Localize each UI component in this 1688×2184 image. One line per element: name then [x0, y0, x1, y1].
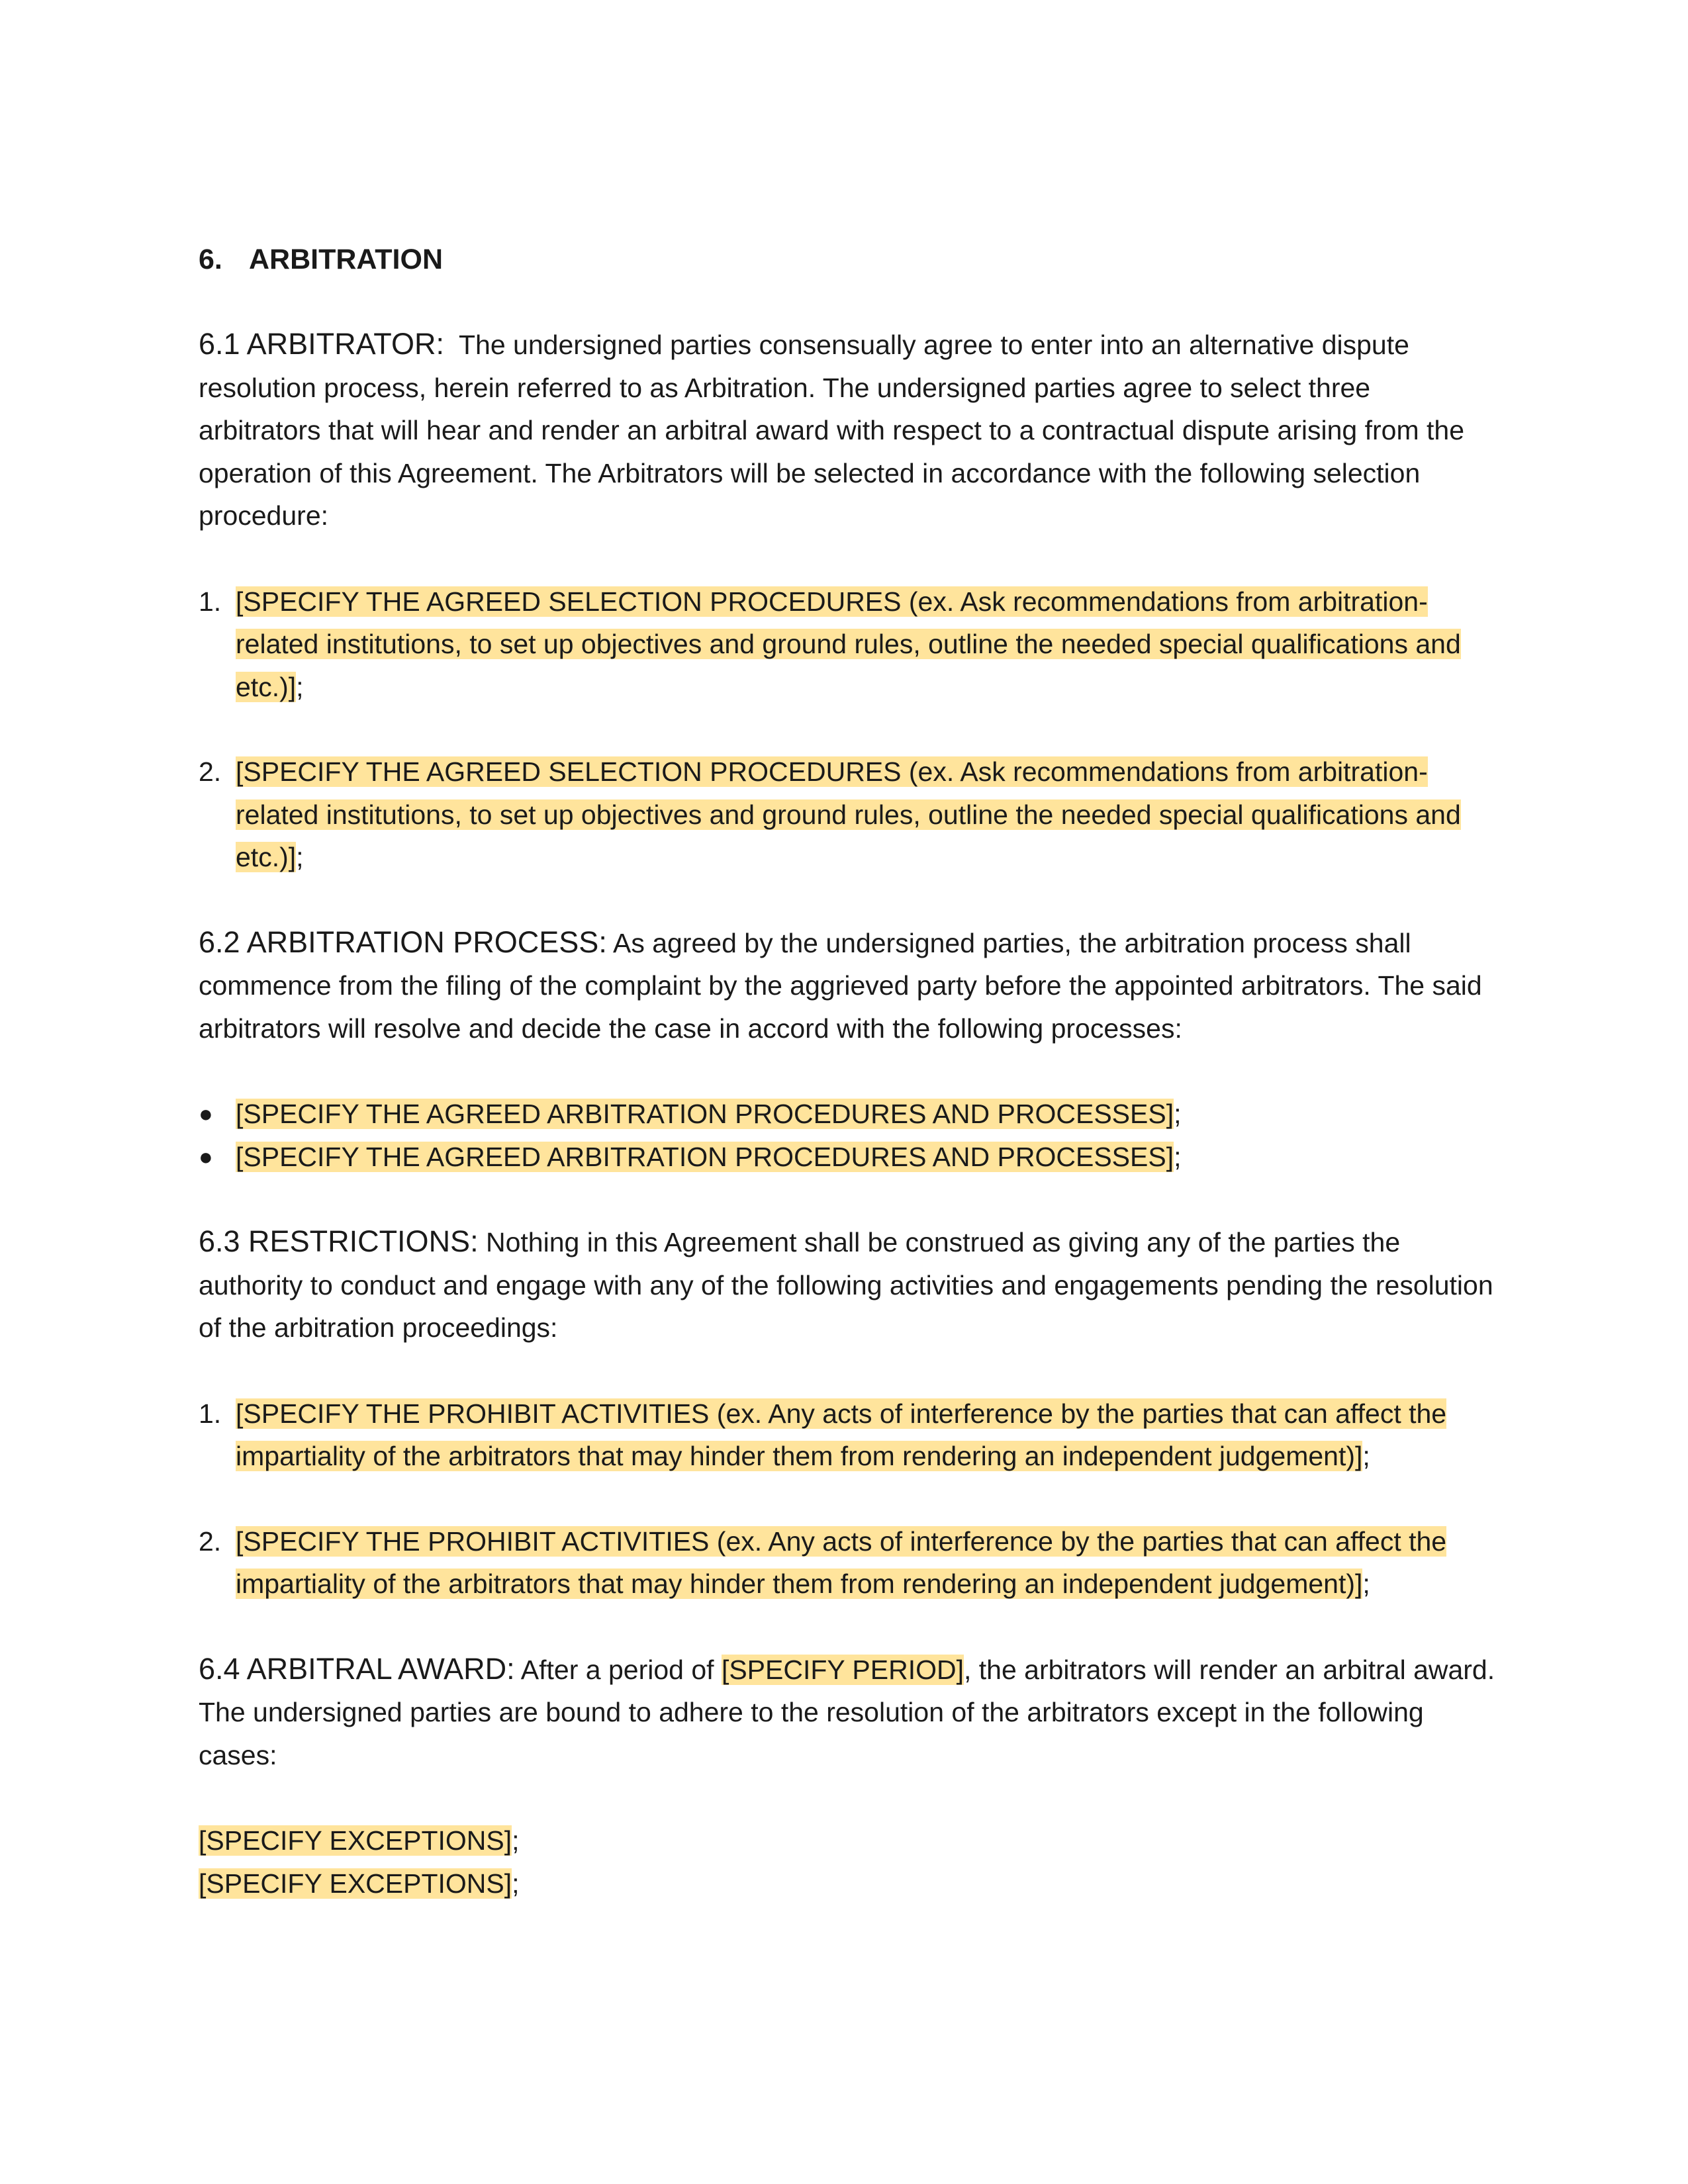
placeholder-text: [SPECIFY THE AGREED SELECTION PROCEDURES (ex. Ask recommendations from arbitration-related institutions, to set up objectives and ground rules, outline the needed special qualifications and etc.)] — [236, 586, 1461, 702]
period-placeholder: [SPECIFY PERIOD] — [721, 1654, 964, 1685]
list-marker: 1. — [199, 1398, 222, 1429]
clause-6-2 — [199, 921, 1496, 1050]
clause-6-4 — [199, 1648, 1496, 1777]
clause-6-1 — [199, 323, 1496, 537]
section-heading — [199, 238, 1496, 281]
list-suffix: ; — [1362, 1441, 1370, 1471]
list-suffix: ; — [512, 1825, 520, 1856]
clause-6-2-body: As agreed by the undersigned parties, the arbitration process shall commence from the filing of the complaint by the aggrieved party before the appointed arbitrators. The said arbitrators will resolve and decide the case in accord with the following processes: — [199, 927, 1482, 1044]
arbitration-process-list — [199, 1093, 1496, 1178]
document-page — [199, 238, 1496, 1905]
list-suffix: ; — [1174, 1099, 1182, 1129]
placeholder-text: [SPECIFY THE PROHIBIT ACTIVITIES (ex. Any acts of interference by the parties that can affect the impartiality of the arbitrators that may hinder them from rendering an independent judgement)] — [236, 1525, 1447, 1599]
restrictions-list — [199, 1392, 1496, 1606]
placeholder-text: [SPECIFY THE AGREED SELECTION PROCEDURES (ex. Ask recommendations from arbitration-related institutions, to set up objectives and ground rules, outline the needed special qualifications and etc.)] — [236, 756, 1461, 872]
bullet-icon: ● — [199, 1100, 213, 1127]
clause-6-4-heading: 6.4 ARBITRAL AWARD: — [199, 1651, 515, 1686]
list-item — [199, 1862, 1496, 1905]
section-number: 6. — [199, 244, 222, 275]
list-marker: 2. — [199, 1525, 222, 1557]
list-item — [199, 1136, 1496, 1179]
placeholder-text: [SPECIFY THE PROHIBIT ACTIVITIES (ex. Any acts of interference by the parties that can affect the impartiality of the arbitrators that may hinder them from rendering an independent judgement)] — [236, 1398, 1447, 1471]
list-suffix: ; — [296, 671, 304, 702]
clause-6-4-body-start: After a period of — [520, 1654, 714, 1685]
clause-6-3-body: Nothing in this Agreement shall be construed as giving any of the parties the authority to conduct and engage with any of the following activities and engagements pending the resolution of the arbitration proceedings: — [199, 1227, 1493, 1343]
clause-6-2-heading: 6.2 ARBITRATION PROCESS: — [199, 925, 607, 959]
list-marker: 2. — [199, 756, 222, 787]
clause-6-1-heading: 6.1 ARBITRATOR: — [199, 327, 444, 361]
list-suffix: ; — [1174, 1141, 1182, 1172]
clause-6-4-body-end: , the arbitrators will render an arbitral award. The undersigned parties are bound to adhere to the resolution of the arbitrators except in the following cases: — [199, 1654, 1495, 1770]
placeholder-text: [SPECIFY EXCEPTIONS] — [199, 1868, 512, 1899]
list-item — [199, 580, 1496, 709]
list-suffix: ; — [1362, 1569, 1370, 1599]
list-item — [199, 751, 1496, 879]
list-marker: 1. — [199, 586, 222, 617]
list-item — [199, 1392, 1496, 1478]
list-suffix: ; — [296, 842, 304, 872]
selection-procedure-list — [199, 580, 1496, 879]
list-suffix: ; — [512, 1868, 520, 1899]
placeholder-text: [SPECIFY THE AGREED ARBITRATION PROCEDURES AND PROCESSES] — [236, 1099, 1174, 1129]
placeholder-text: [SPECIFY THE AGREED ARBITRATION PROCEDURES AND PROCESSES] — [236, 1141, 1174, 1172]
bullet-icon: ● — [199, 1142, 213, 1170]
clause-6-3-heading: 6.3 RESTRICTIONS: — [199, 1224, 479, 1258]
exceptions-list — [199, 1819, 1496, 1905]
list-item — [199, 1093, 1496, 1136]
list-item — [199, 1819, 1496, 1862]
placeholder-text: [SPECIFY EXCEPTIONS] — [199, 1825, 512, 1856]
clause-6-1-body: The undersigned parties consensually agree to enter into an alternative dispute resolution process, herein referred to as Arbitration. The undersigned parties agree to select three arbitrators that will hear and render an arbitral award with respect to a contractual dispute arising from the operation of this Agreement. The Arbitrators will be selected in accordance with the following selection procedure: — [199, 330, 1465, 531]
clause-6-3 — [199, 1220, 1496, 1349]
section-title: ARBITRATION — [249, 244, 444, 275]
list-item — [199, 1520, 1496, 1606]
